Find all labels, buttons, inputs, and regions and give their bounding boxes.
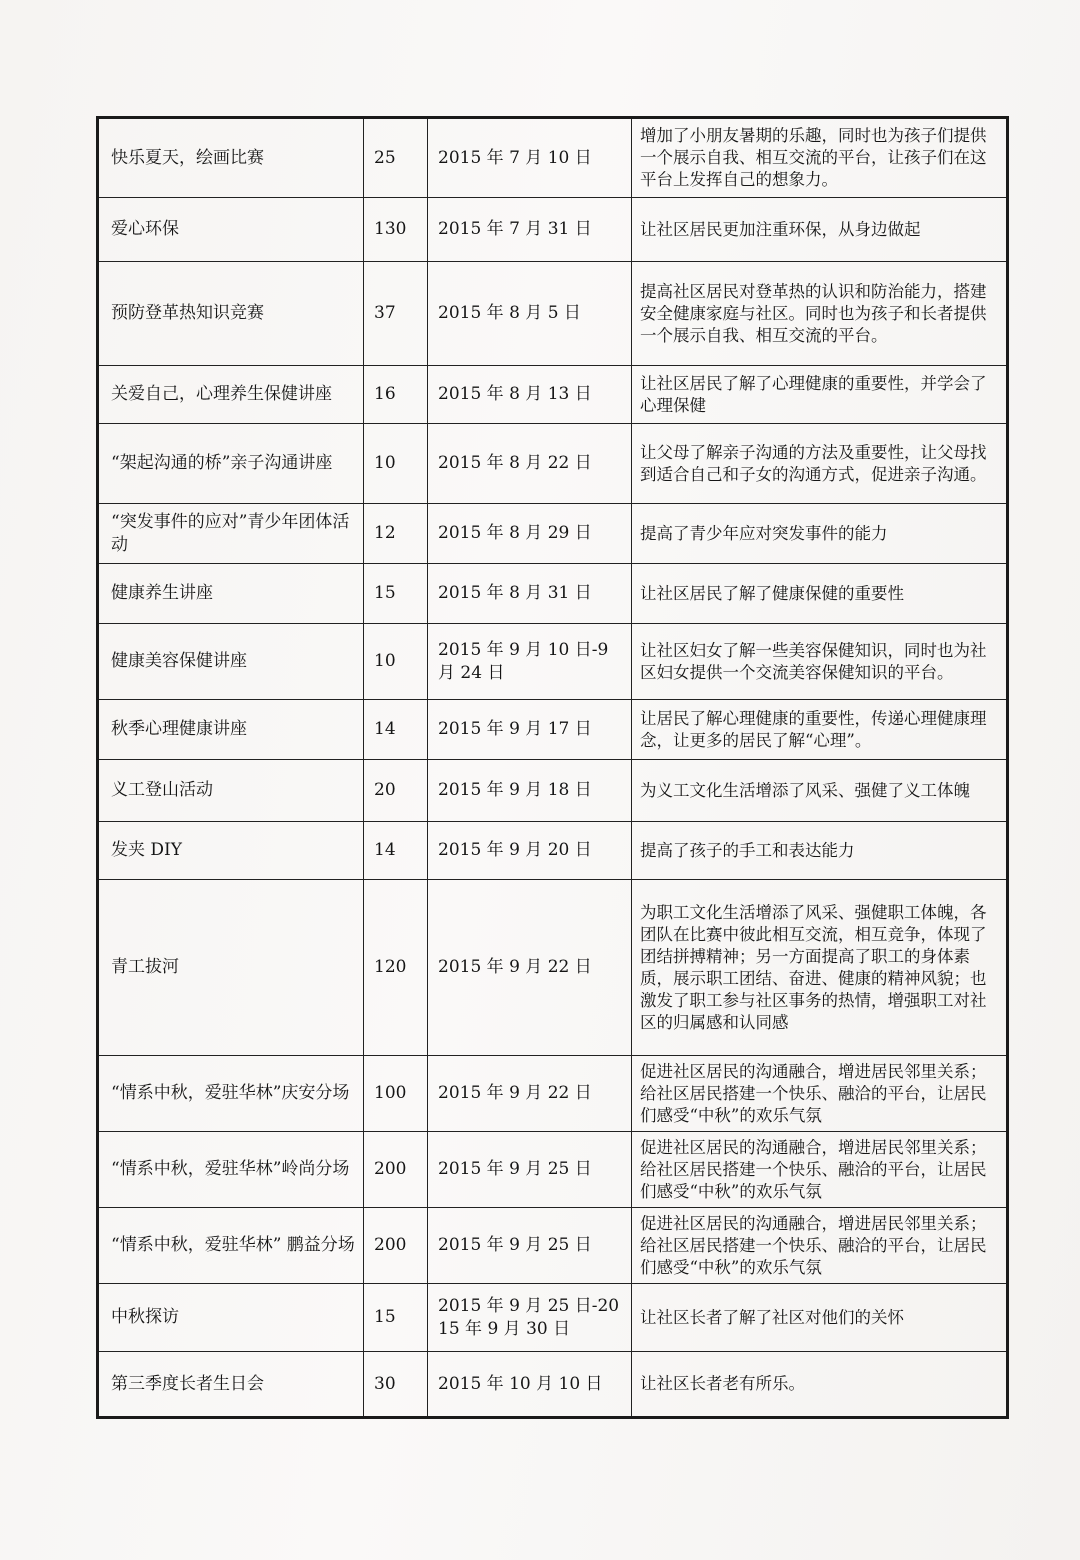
- activity-name: 中秋探访: [98, 1284, 364, 1352]
- table-row: [98, 1352, 1008, 1418]
- participant-count: 10: [364, 424, 428, 504]
- participant-count: 130: [364, 198, 428, 262]
- table-row: [98, 1132, 1008, 1208]
- activity-name: 预防登革热知识竞赛: [98, 262, 364, 366]
- table-row: [98, 198, 1008, 262]
- activity-date: 2015 年 8 月 13 日: [428, 366, 632, 424]
- table-row: [98, 118, 1008, 198]
- table-row: [98, 564, 1008, 624]
- activity-name: 青工拔河: [98, 880, 364, 1056]
- activity-name: “架起沟通的桥”亲子沟通讲座: [98, 424, 364, 504]
- activity-date: 2015 年 9 月 22 日: [428, 1056, 632, 1132]
- participant-count: 14: [364, 700, 428, 760]
- activity-date: 2015 年 9 月 20 日: [428, 822, 632, 880]
- participant-count: 15: [364, 1284, 428, 1352]
- activity-effect: 提高社区居民对登革热的认识和防治能力，搭建安全健康家庭与社区。同时也为孩子和长者提供一个展示自我、相互交流的平台。: [632, 262, 1008, 366]
- participant-count: 12: [364, 504, 428, 564]
- activity-effect: 促进社区居民的沟通融合，增进居民邻里关系；给社区居民搭建一个快乐、融洽的平台，让居民们感受“中秋”的欢乐气氛: [632, 1056, 1008, 1132]
- participant-count: 100: [364, 1056, 428, 1132]
- activity-name: “情系中秋，爱驻华林” 鹏益分场: [98, 1208, 364, 1284]
- activity-date: 2015 年 9 月 25 日: [428, 1208, 632, 1284]
- activity-date: 2015 年 8 月 5 日: [428, 262, 632, 366]
- table-row: [98, 1056, 1008, 1132]
- participant-count: 37: [364, 262, 428, 366]
- participant-count: 200: [364, 1132, 428, 1208]
- participant-count: 30: [364, 1352, 428, 1418]
- activity-effect: 提高了孩子的手工和表达能力: [632, 822, 1008, 880]
- activity-effect: 让居民了解心理健康的重要性，传递心理健康理念，让更多的居民了解“心理”。: [632, 700, 1008, 760]
- activity-effect: 让父母了解亲子沟通的方法及重要性，让父母找到适合自己和子女的沟通方式，促进亲子沟通。: [632, 424, 1008, 504]
- activity-effect: 促进社区居民的沟通融合，增进居民邻里关系；给社区居民搭建一个快乐、融洽的平台，让居民们感受“中秋”的欢乐气氛: [632, 1132, 1008, 1208]
- participant-count: 16: [364, 366, 428, 424]
- activity-date: 2015 年 9 月 25 日: [428, 1132, 632, 1208]
- activity-effect: 为义工文化生活增添了风采、强健了义工体魄: [632, 760, 1008, 822]
- activity-effect: 让社区妇女了解一些美容保健知识，同时也为社区妇女提供一个交流美容保健知识的平台。: [632, 624, 1008, 700]
- activity-name: “情系中秋，爱驻华林”庆安分场: [98, 1056, 364, 1132]
- activity-date: 2015 年 8 月 22 日: [428, 424, 632, 504]
- participant-count: 10: [364, 624, 428, 700]
- participant-count: 25: [364, 118, 428, 198]
- activity-name: “情系中秋，爱驻华林”岭尚分场: [98, 1132, 364, 1208]
- table-row: [98, 366, 1008, 424]
- activity-effect: 让社区居民了解了健康保健的重要性: [632, 564, 1008, 624]
- activity-effect: 促进社区居民的沟通融合，增进居民邻里关系；给社区居民搭建一个快乐、融洽的平台，让居民们感受“中秋”的欢乐气氛: [632, 1208, 1008, 1284]
- table-row: [98, 880, 1008, 1056]
- activity-name: 快乐夏天，绘画比赛: [98, 118, 364, 198]
- activity-effect: 让社区长者老有所乐。: [632, 1352, 1008, 1418]
- activity-date: 2015 年 9 月 18 日: [428, 760, 632, 822]
- table-row: [98, 1284, 1008, 1352]
- participant-count: 20: [364, 760, 428, 822]
- table-row: [98, 822, 1008, 880]
- activity-name: 健康美容保健讲座: [98, 624, 364, 700]
- participant-count: 15: [364, 564, 428, 624]
- activity-name: 义工登山活动: [98, 760, 364, 822]
- activity-name: 爱心环保: [98, 198, 364, 262]
- activity-date: 2015 年 8 月 29 日: [428, 504, 632, 564]
- participant-count: 120: [364, 880, 428, 1056]
- participant-count: 14: [364, 822, 428, 880]
- table-row: [98, 424, 1008, 504]
- activity-effect: 为职工文化生活增添了风采、强健职工体魄，各团队在比赛中彼此相互交流，相互竞争，体现了团结拼搏精神；另一方面提高了职工的身体素质，展示职工团结、奋进、健康的精神风貌；也激发了职工参与社区事务的热情，增强职工对社区的归属感和认同感: [632, 880, 1008, 1056]
- activity-name: 健康养生讲座: [98, 564, 364, 624]
- participant-count: 200: [364, 1208, 428, 1284]
- activity-date: 2015 年 8 月 31 日: [428, 564, 632, 624]
- activity-date: 2015 年 9 月 22 日: [428, 880, 632, 1056]
- table-row: [98, 624, 1008, 700]
- table-row: [98, 1208, 1008, 1284]
- activity-date: 2015 年 9 月 25 日-2015 年 9 月 30 日: [428, 1284, 632, 1352]
- activity-effect: 增加了小朋友暑期的乐趣，同时也为孩子们提供一个展示自我、相互交流的平台，让孩子们在这平台上发挥自己的想象力。: [632, 118, 1008, 198]
- activity-effect: 提高了青少年应对突发事件的能力: [632, 504, 1008, 564]
- activity-effect: 让社区长者了解了社区对他们的关怀: [632, 1284, 1008, 1352]
- activity-name: 关爱自己，心理养生保健讲座: [98, 366, 364, 424]
- activity-date: 2015 年 7 月 31 日: [428, 198, 632, 262]
- activity-name: 发夹 DIY: [98, 822, 364, 880]
- activity-date: 2015 年 10 月 10 日: [428, 1352, 632, 1418]
- activity-name: “突发事件的应对”青少年团体活动: [98, 504, 364, 564]
- activity-table-body: [98, 118, 1008, 1418]
- activity-date: 2015 年 7 月 10 日: [428, 118, 632, 198]
- activity-effect: 让社区居民更加注重环保，从身边做起: [632, 198, 1008, 262]
- table-row: [98, 700, 1008, 760]
- activity-effect: 让社区居民了解了心理健康的重要性，并学会了心理保健: [632, 366, 1008, 424]
- table-row: [98, 262, 1008, 366]
- activity-table: [96, 116, 1009, 1419]
- activity-name: 秋季心理健康讲座: [98, 700, 364, 760]
- table-row: [98, 760, 1008, 822]
- activity-date: 2015 年 9 月 17 日: [428, 700, 632, 760]
- activity-date: 2015 年 9 月 10 日-9 月 24 日: [428, 624, 632, 700]
- activity-name: 第三季度长者生日会: [98, 1352, 364, 1418]
- table-row: [98, 504, 1008, 564]
